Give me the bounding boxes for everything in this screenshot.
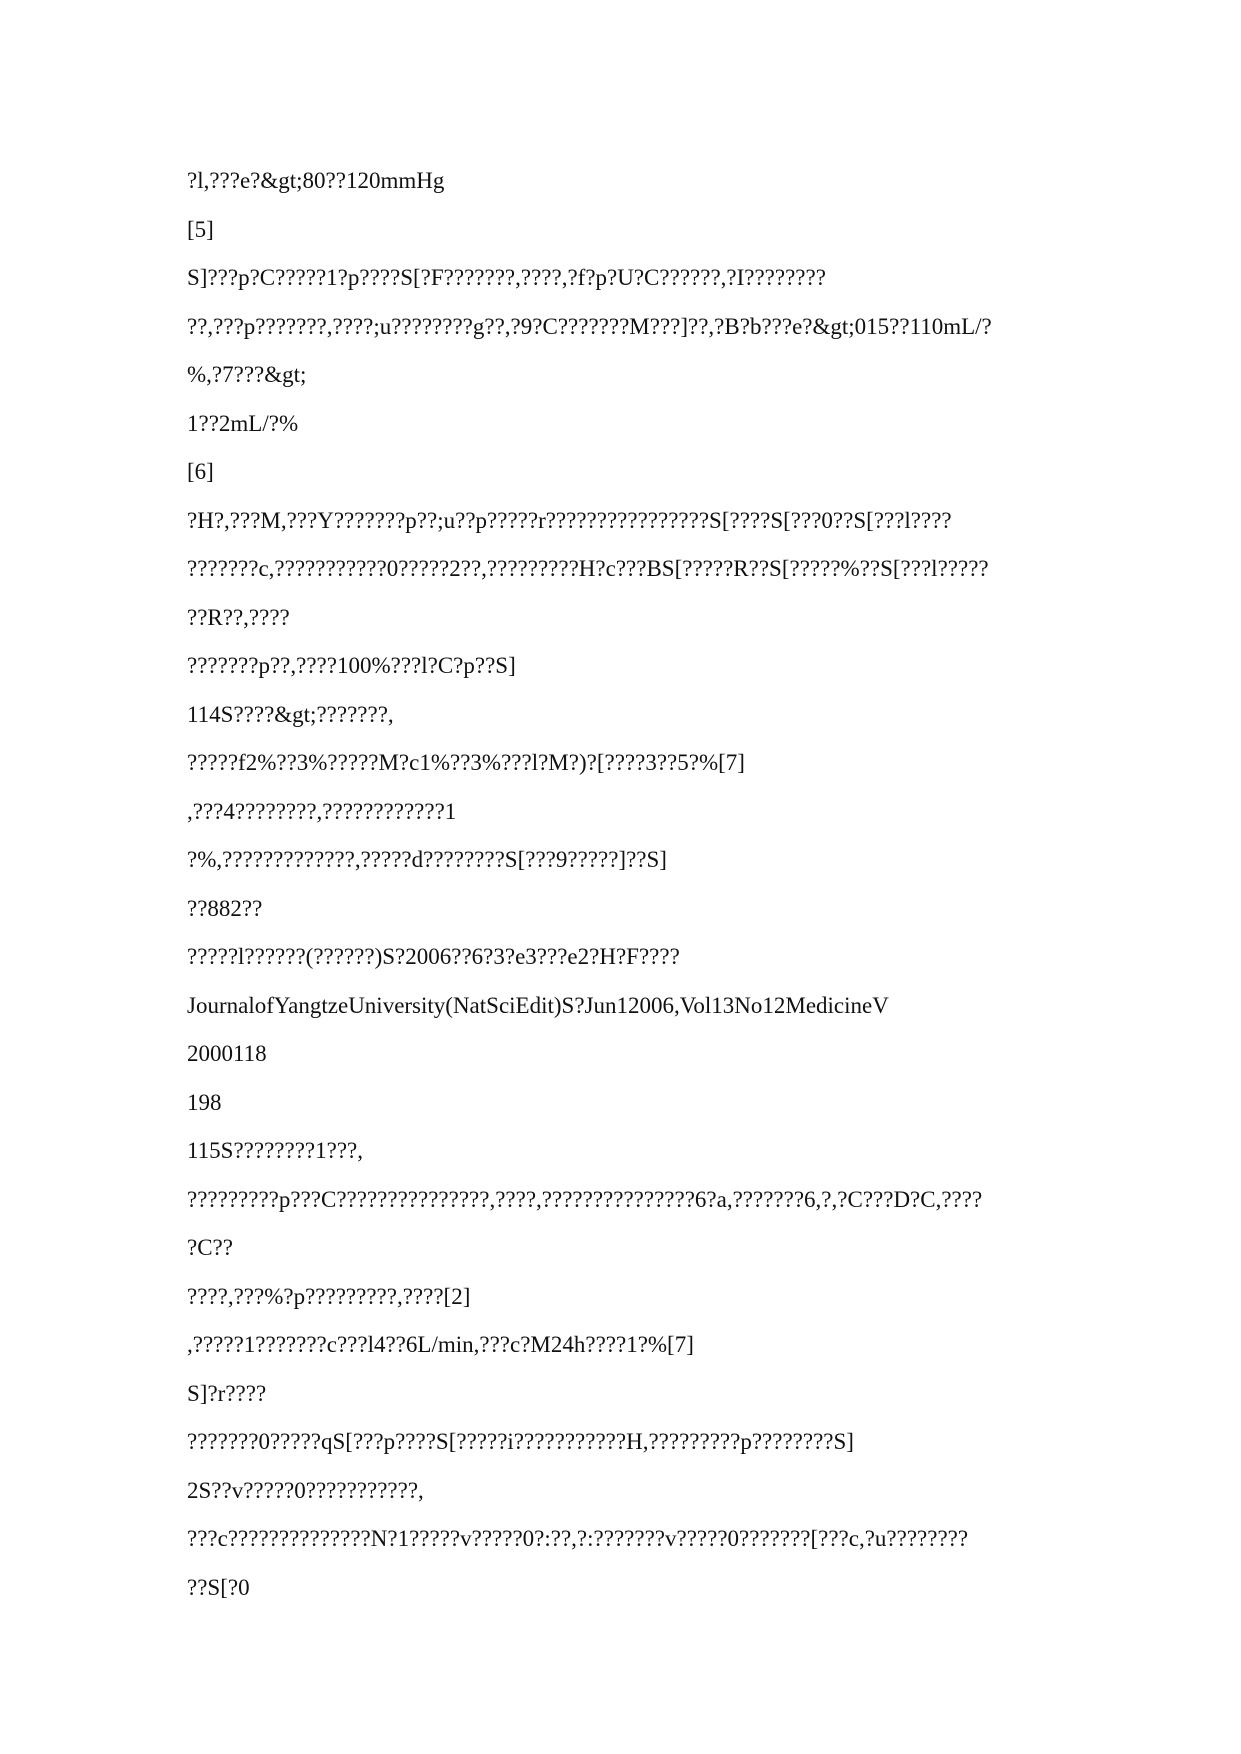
text-line: ???????0?????qS[???p????S[?????i???????????H,?????????p????????S] xyxy=(187,1429,854,1454)
text-line: S]???p?C?????1?p????S[?F???????,????,?f?p?U?C??????,?I???????? xyxy=(187,265,826,290)
text-line: [5] xyxy=(187,216,214,242)
text-line: ?????f2%??3%?????M?c1%??3%???l?M?)?[????3??5?%[7] xyxy=(187,750,745,775)
text-line: %,?7???&gt; xyxy=(187,362,307,387)
text-line: 1??2mL/?% xyxy=(187,410,299,436)
text-line: 2S??v?????0???????????, xyxy=(187,1477,424,1503)
text-line: ???c??????????????N?1?????v?????0?:??,?:???????v?????0???????[???c,?u???????? xyxy=(187,1526,969,1551)
text-line: S]?r???? xyxy=(187,1380,267,1406)
text-line: ??R??,???? xyxy=(187,604,290,630)
text-line: ????,???%?p?????????,????[2] xyxy=(187,1283,471,1309)
text-line: ?C?? xyxy=(187,1235,233,1260)
text-line: JournalofYangtzeUniversity(NatSciEdit)S?Jun12006,Vol13No12MedicineV xyxy=(187,992,889,1018)
text-line: ,?????1???????c???l4??6L/min,???c?M24h????1?%[7] xyxy=(187,1332,694,1357)
text-line: 114S????&gt;???????, xyxy=(187,701,394,727)
document-body xyxy=(187,157,1087,1612)
text-line: ?l,???e?&gt;80??120mmHg xyxy=(187,168,445,193)
text-line: 2000118 xyxy=(187,1041,267,1066)
text-line: 115S????????1???, xyxy=(187,1138,363,1163)
text-line: ???????p??,????100%???l?C?p??S] xyxy=(187,653,516,678)
text-line: ???????c,???????????0?????2??,?????????H?c???BS[?????R??S[?????%??S[???l????? xyxy=(187,556,989,581)
text-line: ?H?,???M,???Y???????p??;u??p?????r????????????????S[????S[???0??S[???l???? xyxy=(187,507,952,533)
text-line: [6] xyxy=(187,459,214,484)
text-line: ,???4????????,????????????1 xyxy=(187,798,457,824)
text-line: ??,???p???????,????;u????????g??,?9?C???????M???]??,?B?b???e?&gt;015??110mL/? xyxy=(187,313,992,339)
text-line: ?%,?????????????,?????d????????S[???9?????]??S] xyxy=(187,847,667,872)
text-line: 198 xyxy=(187,1089,222,1115)
text-line: ??S[?0 xyxy=(187,1574,250,1600)
text-line: ??882?? xyxy=(187,895,263,921)
text-line: ?????l??????(??????)S?2006??6?3?e3???e2?H?F???? xyxy=(187,944,680,969)
text-line: ?????????p???C???????????????,????,???????????????6?a,???????6,?,?C???D?C,???? xyxy=(187,1186,983,1212)
